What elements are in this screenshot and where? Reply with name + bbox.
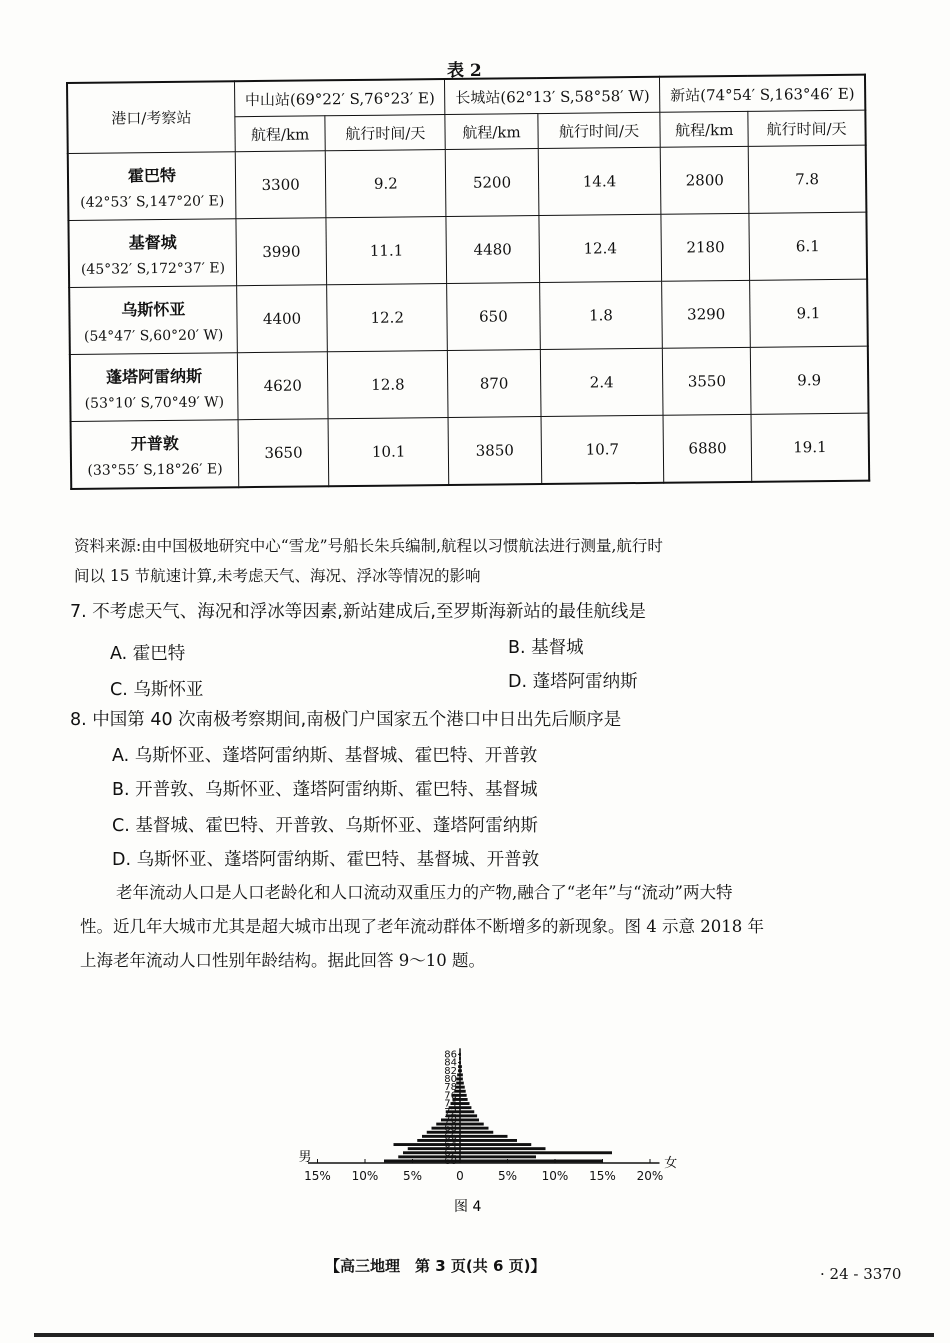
col-distance: 航程/km [235,116,326,152]
table-cell: 12.4 [538,214,662,282]
port-cell [68,219,236,288]
table-cell: 12.8 [328,351,449,419]
y-tick-label: 78 [444,1082,457,1094]
table-cell: 3850 [448,417,541,485]
x-tick-label: 10% [351,1169,379,1183]
y-tick-label: 62 [444,1147,457,1159]
y-tick-label: 74 [444,1098,457,1110]
q8-option-b: B. 开普敦、乌斯怀亚、蓬塔阿雷纳斯、霍巴特、基督城 [112,780,538,800]
port-coord: (54°47′ S,60°20′ W) [83,326,224,345]
q8-option-a: A. 乌斯怀亚、蓬塔阿雷纳斯、基督城、霍巴特、开普敦 [112,746,538,766]
female-bar-71 [460,1114,477,1117]
female-bar-77 [460,1090,466,1093]
y-tick-label: 68 [444,1123,457,1135]
table-cell: 3990 [236,218,327,286]
y-tick-label: 66 [444,1131,457,1143]
question-7-stem: 7. 不考虑天气、海况和浮冰等因素,新站建成后,至罗斯海新站的最佳航线是 [70,602,646,622]
chart-title: 图 4 [454,1199,482,1215]
question-8-stem: 8. 中国第 40 次南极考察期间,南极门户国家五个港口中日出先后顺序是 [70,710,622,730]
col-time: 航行时间/天 [537,112,660,148]
table-cell: 10.7 [541,415,665,484]
x-tick-label: 5% [402,1169,423,1183]
page-code: · 24 - 3370 [820,1265,902,1283]
table-row [71,413,870,489]
y-tick-label: 72 [444,1106,457,1118]
table-cell: 9.2 [325,150,446,218]
table-cell: 11.1 [326,217,447,285]
female-bar-75 [460,1098,468,1101]
table-cell: 3290 [662,280,750,348]
table-cell: 14.4 [538,147,662,215]
q8-option-d: D. 乌斯怀亚、蓬塔阿雷纳斯、霍巴特、基督城、开普敦 [112,850,540,870]
col-distance: 航程/km [445,114,538,150]
port-cell [68,152,236,221]
y-tick-label: 82 [444,1065,457,1077]
q7-option-c: C. 乌斯怀亚 [110,680,204,700]
table-row [70,346,869,421]
x-tick-label: 5% [497,1169,518,1183]
table-cell: 3550 [663,347,751,415]
population-pyramid-chart [270,980,710,1230]
port-name: 开普敦 [130,433,179,453]
table-cell: 3650 [238,419,329,487]
y-tick-label: 84 [444,1057,457,1069]
table-cell: 9.9 [750,346,868,414]
port-coord: (33°55′ S,18°26′ E) [87,460,223,479]
x-tick-label: 15% [304,1169,331,1183]
page-footer: 【高三地理 第 3 页(共 6 页)】 [325,1257,546,1275]
x-tick-label: 0 [456,1169,464,1183]
q7-option-d: D. 蓬塔阿雷纳斯 [508,672,638,692]
q7-option-a: A. 霍巴特 [110,644,186,664]
female-bar-72 [460,1110,474,1113]
table-cell: 19.1 [751,413,869,482]
port-cell [71,420,239,489]
table-cell: 10.1 [328,418,449,487]
female-bar-63 [460,1147,546,1150]
bottom-border [34,1333,934,1337]
route-table [66,74,870,490]
passage-line1: 老年流动人口是人口老龄化和人口流动双重压力的产物,融合了“老年”与“流动”两大特 [116,883,733,902]
x-tick-label: 15% [589,1169,616,1183]
female-bar-65 [460,1139,517,1142]
y-tick-label: 86 [444,1049,457,1061]
passage-line3: 上海老年流动人口性别年龄结构。据此回答 9～10 题。 [80,951,485,970]
y-tick-label: 80 [444,1073,457,1085]
col-time: 航行时间/天 [325,115,445,151]
port-coord: (45°32′ S,172°37′ E) [80,259,226,278]
table-cell: 2180 [661,213,749,281]
table-cell: 4400 [237,285,328,353]
table-cell: 3300 [235,151,326,219]
source-note-line1: 资料来源:由中国极地研究中心“雪龙”号船长朱兵编制,航程以习惯航法进行测量,航行时 [74,537,663,555]
port-coord: (53°10′ S,70°49′ W) [84,393,225,412]
table-cell: 6880 [663,414,751,482]
table-cell: 4480 [446,216,539,284]
female-bar-60 [460,1160,603,1163]
female-bar-67 [460,1131,493,1134]
table-cell: 6.1 [749,212,867,280]
station-header-zhongshan: 中山站(69°22′ S,76°23′ E) [235,79,446,117]
female-bar-62 [460,1151,612,1154]
female-bar-64 [460,1143,531,1146]
female-bar-74 [460,1102,470,1105]
female-bar-70 [460,1119,479,1122]
female-label: 女 [664,1156,678,1171]
port-name: 霍巴特 [127,165,177,185]
table-cell: 870 [448,350,541,418]
female-bar-66 [460,1135,508,1138]
table-cell: 9.1 [750,279,868,347]
x-tick-label: 20% [636,1169,664,1183]
table-cell: 5200 [446,149,539,217]
table-caption: 表 2 [447,61,482,81]
male-label: 男 [298,1150,312,1165]
table-row [68,212,867,287]
y-tick-label: 60 [444,1155,457,1167]
table-cell: 650 [447,283,540,351]
table-row [68,145,867,220]
table-cell: 2.4 [540,348,664,416]
port-coord: (42°53′ S,147°20′ E) [80,192,225,211]
female-bar-68 [460,1127,489,1130]
female-bar-76 [460,1094,467,1097]
station-header-changcheng: 长城站(62°13′ S,58°58′ W) [445,77,660,115]
y-tick-label: 76 [444,1090,457,1102]
female-bar-73 [460,1106,471,1109]
female-bar-61 [460,1155,536,1158]
port-name: 蓬塔阿雷纳斯 [105,366,203,387]
col-distance: 航程/km [660,111,748,147]
x-tick-label: 10% [541,1169,569,1183]
port-cell [70,353,238,422]
q7-option-b: B. 基督城 [508,638,584,658]
station-header-new: 新站(74°54′ S,163°46′ E) [660,75,865,113]
table-cell: 7.8 [748,145,866,213]
table-cell: 12.2 [327,284,448,352]
port-name: 乌斯怀亚 [121,299,186,319]
passage-line2: 性。近几年大城市尤其是超大城市出现了老年流动群体不断增多的新现象。图 4 示意 2018 年 [80,917,764,936]
table-cell: 1.8 [539,281,663,349]
q8-option-c: C. 基督城、霍巴特、开普敦、乌斯怀亚、蓬塔阿雷纳斯 [112,816,538,836]
port-name: 基督城 [128,232,177,252]
corner-header: 港口/考察站 [67,81,235,153]
table-row [69,279,868,354]
table-cell: 2800 [661,146,749,214]
table-cell: 4620 [237,352,328,420]
y-tick-label: 70 [444,1114,457,1126]
port-cell [69,286,237,355]
female-bar-69 [460,1123,484,1126]
y-tick-label: 64 [444,1139,457,1151]
source-note-line2: 间以 15 节航速计算,未考虑天气、海况、浮冰等情况的影响 [74,567,481,585]
col-time: 航行时间/天 [748,110,866,146]
